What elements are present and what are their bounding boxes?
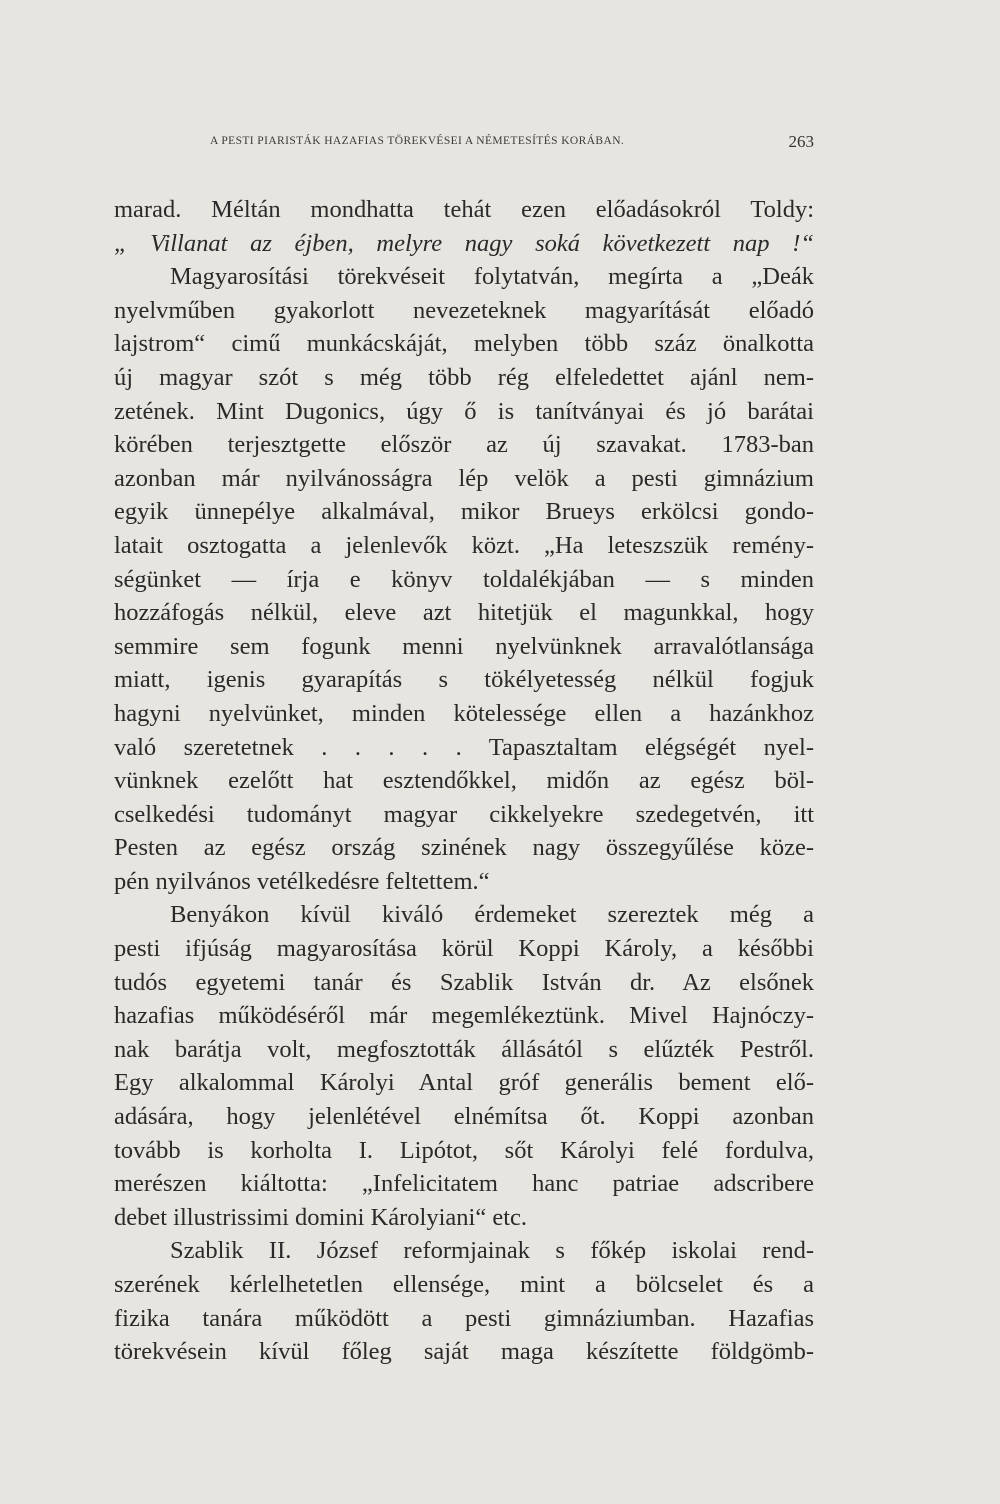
text-line: miatt, igenis gyarapítás s tökélyetesség nélkül fogjuk: [114, 666, 814, 694]
text-line: lajstrom“ cimű munkácskáját, melyben több száz önalkotta: [114, 330, 814, 358]
text-line: hozzáfogás nélkül, eleve azt hitetjük el magunkkal, hogy: [114, 599, 814, 627]
text-line: „ Villanat az éjben, melyre nagy soká következett nap !“: [114, 229, 814, 257]
text-line: debet illustrissimi domini Károlyiani“ etc.: [114, 1203, 528, 1231]
text-line: marad. Méltán mondhatta tehát ezen előadásokról Toldy:: [114, 196, 814, 223]
text-line: zetének. Mint Dugonics, úgy ő is tanítványai és jó barátai: [114, 397, 814, 425]
text-line: nyelvműben gyakorlott nevezeteknek magyarítását előadó: [114, 296, 814, 324]
text-line: semmire sem fogunk menni nyelvünknek arravalótlansága: [114, 632, 814, 660]
text-line: vünknek ezelőtt hat esztendőkkel, midőn az egész böl-: [114, 767, 814, 795]
text-line: hagyni nyelvünket, minden kötelessége ellen a hazánkhoz: [114, 699, 814, 727]
text-line: Egy alkalommal Károlyi Antal gróf generális bement elő-: [114, 1069, 814, 1097]
page-number: 263: [788, 132, 814, 151]
text-line: azonban már nyilvánosságra lép velök a pesti gimnázium: [114, 464, 814, 492]
text-line: latait osztogatta a jelenlevők közt. „Ha leteszszük remény-: [114, 531, 814, 559]
body-text: [114, 193, 814, 1369]
running-title: A PESTI PIARISTÁK HAZAFIAS TÖREKVÉSEI A NÉMETESÍTÉS KORÁBAN.: [210, 135, 625, 147]
text-line: Magyarosítási törekvéseit folytatván, megírta a „Deák: [170, 263, 814, 291]
text-line: cselkedési tudományt magyar cikkelyekre szedegetvén, itt: [114, 800, 814, 828]
text-line: szerének kérlelhetetlen ellensége, mint a bölcselet és a: [114, 1271, 814, 1298]
text-line: való szeretetnek . . . . . Tapasztaltam elégségét nyel-: [114, 733, 814, 761]
text-line: Benyákon kívül kiváló érdemeket szereztek még a: [170, 901, 814, 929]
text-line: nak barátja volt, megfosztották állásától s elűzték Pestről.: [114, 1035, 814, 1063]
text-line: merészen kiáltotta: „Infelicitatem hanc patriae adscribere: [114, 1170, 814, 1198]
text-line: törekvésein kívül főleg saját maga készítette földgömb-: [114, 1338, 814, 1366]
text-line: tovább is korholta I. Lipótot, sőt Károlyi felé fordulva,: [114, 1136, 814, 1164]
text-line: körében terjesztgette először az új szavakat. 1783-ban: [114, 431, 814, 459]
text-line: ségünket — írja e könyv toldalékjában — s minden: [114, 565, 814, 593]
page-header: [114, 130, 814, 160]
text-line: egyik ünnepélye alkalmával, mikor Brueys erkölcsi gondo-: [114, 498, 814, 526]
text-line: hazafias működéséről már megemlékeztünk. Mivel Hajnóczy-: [114, 1002, 814, 1030]
text-line: tudós egyetemi tanár és Szablik István dr. Az elsőnek: [114, 968, 814, 996]
text-line: pesti ifjúság magyarosítása körül Koppi Károly, a későbbi: [114, 935, 814, 963]
text-line: fizika tanára működött a pesti gimnáziumban. Hazafias: [114, 1304, 814, 1332]
text-line: Szablik II. József reformjainak s főkép iskolai rend-: [170, 1237, 814, 1265]
text-line: új magyar szót s még több rég elfeledettet ajánl nem-: [114, 363, 814, 391]
text-line: adására, hogy jelenlétével elnémítsa őt. Koppi azonban: [114, 1103, 814, 1131]
text-line: Pesten az egész ország szinének nagy összegyűlése köze-: [114, 834, 814, 862]
text-line: pén nyilvános vetélkedésre feltettem.“: [114, 867, 490, 895]
